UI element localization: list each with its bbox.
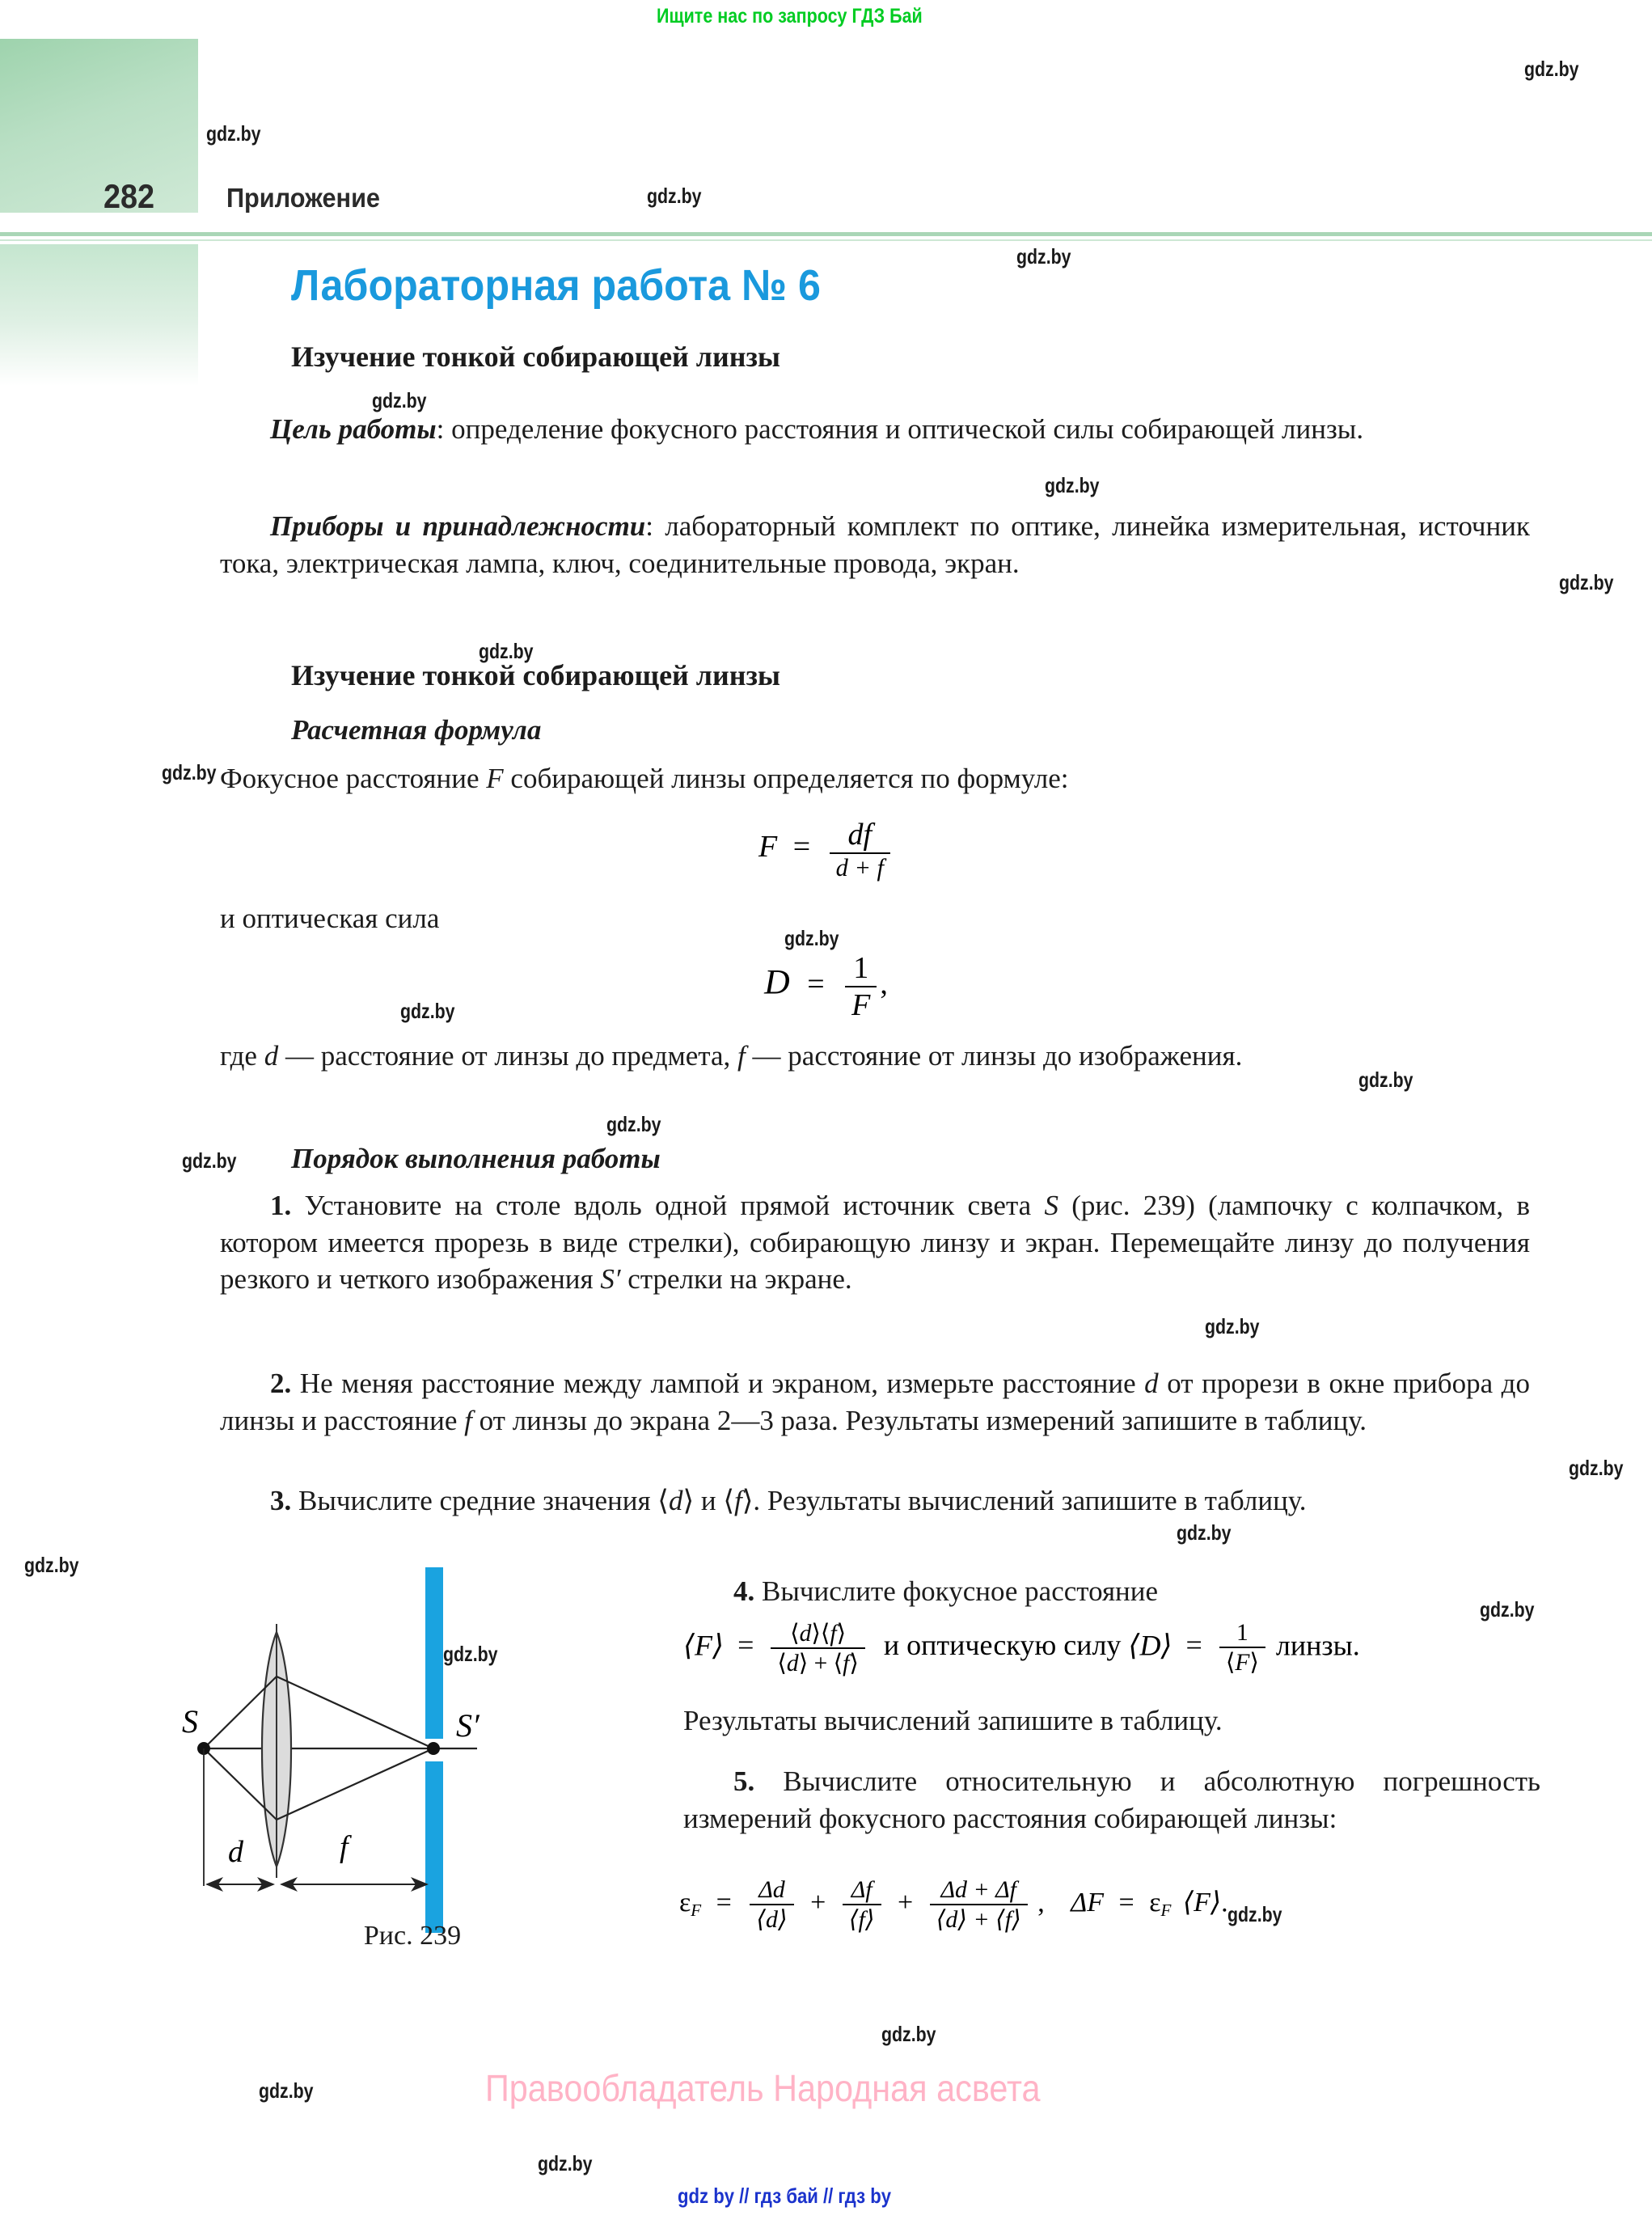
figure-label-S-prime: S′ <box>456 1707 480 1744</box>
formula-focal-length <box>0 817 1652 882</box>
goal-label: Цель работы <box>270 413 437 445</box>
lab-subtitle: Изучение тонкой собирающей линзы <box>291 340 781 373</box>
mean-F-lhs: ⟨F⟩ <box>683 1629 725 1662</box>
delta-F-eq: = <box>1118 1888 1134 1918</box>
symbol-F: F <box>486 763 504 794</box>
formula-F-eq: = <box>792 830 811 865</box>
goal-text: : определение фокусного расстояния и оптической силы собирающей линзы. <box>436 413 1364 445</box>
watermark-site-10: gdz.by <box>400 999 455 1023</box>
step-3-symbol-d: d <box>668 1485 683 1516</box>
step-4-after-text: Результаты вычислений запишите в таблицу. <box>683 1705 1223 1736</box>
green-side-tab <box>0 244 198 386</box>
formula-mean-focal-length <box>683 1619 1573 1677</box>
where-p3: — расстояние от линзы до изображения. <box>745 1040 1243 1072</box>
watermark-top-banner: Ищите нас по запросу ГДЗ Бай <box>657 5 923 27</box>
delta-F-epsilon-symbol: ε <box>1149 1888 1161 1918</box>
error-plus-2: + <box>898 1888 914 1918</box>
step-2-symbol-d: d <box>1144 1368 1159 1399</box>
watermark-site-16: gdz.by <box>1177 1520 1232 1545</box>
formula-optical-power <box>0 950 1652 1023</box>
equipment-paragraph <box>220 508 1530 581</box>
procedure-heading <box>291 1140 1181 1178</box>
formula-D-eq: = <box>807 966 825 1001</box>
formula-D-lhs: D <box>764 962 790 1002</box>
step-1-number: 1. <box>270 1190 292 1221</box>
watermark-site-2: gdz.by <box>647 184 702 208</box>
step-4-tail-text: линзы. <box>1275 1629 1360 1662</box>
formula-D-numerator: 1 <box>853 951 869 985</box>
error-t3-num: Δd + Δf <box>940 1876 1016 1903</box>
procedure-step-5 <box>683 1763 1540 1837</box>
step-4-number: 4. <box>733 1575 755 1607</box>
step-2-text-a: Не меняя расстояние между лампой и экраном, измерьте расстояние <box>291 1368 1145 1399</box>
watermark-site-0: gdz.by <box>1524 57 1579 81</box>
running-head: Приложение <box>226 183 381 213</box>
formula-F-fraction <box>830 817 890 882</box>
mean-F-fraction <box>771 1619 864 1677</box>
equipment-label: Приборы и принадлежности <box>270 510 646 542</box>
error-comma: , <box>1037 1888 1045 1918</box>
watermark-site-8: gdz.by <box>162 760 217 784</box>
screen-upper <box>425 1567 443 1739</box>
watermark-site-5: gdz.by <box>1045 473 1100 497</box>
where-paragraph <box>220 1038 1530 1075</box>
watermark-site-20: gdz.by <box>1227 1902 1282 1926</box>
watermark-site-17: gdz.by <box>24 1553 79 1577</box>
error-plus-1: + <box>810 1888 826 1918</box>
procedure-step-4-lead <box>683 1573 1540 1610</box>
procedure-heading-text: Порядок выполнения работы <box>291 1143 661 1174</box>
error-t3-den: ⟨d⟩ + ⟨f⟩ <box>930 1904 1028 1934</box>
epsilon-F <box>679 1888 702 1921</box>
epsilon-symbol: ε <box>679 1888 691 1918</box>
error-eq: = <box>716 1888 732 1918</box>
ray-lower-out <box>277 1748 433 1820</box>
watermark-footer-links: gdz by // гдз бай // гдз by <box>678 2184 891 2208</box>
mean-D-denominator: ⟨F⟩ <box>1219 1647 1265 1676</box>
error-t2-num: Δf <box>851 1876 872 1903</box>
where-p1: где <box>220 1040 264 1072</box>
watermark-site-22: gdz.by <box>259 2078 314 2103</box>
procedure-step-2 <box>220 1365 1530 1439</box>
error-t1-den: ⟨d⟩ <box>750 1904 793 1934</box>
formula-heading-text: Расчетная формула <box>291 714 542 746</box>
mean-D-fraction <box>1219 1620 1265 1676</box>
error-t1-num: Δd <box>758 1876 785 1903</box>
step-2-text-b: от прорези в окне прибора до линзы и расстояние <box>220 1368 1530 1436</box>
formula-F-lhs: F <box>758 830 778 865</box>
between-formulas-text: и оптическая сила <box>220 903 440 934</box>
error-term-1 <box>750 1876 793 1934</box>
lens-diagram-svg <box>186 1561 655 1941</box>
step-3-text-a: Вычислите средние значения ⟨ <box>291 1485 669 1516</box>
step-3-symbol-f: f <box>734 1485 742 1516</box>
step-2-number: 2. <box>270 1368 292 1399</box>
watermark-site-1: gdz.by <box>206 121 261 146</box>
watermark-site-12: gdz.by <box>606 1112 661 1136</box>
green-header-tab <box>0 39 198 213</box>
step-3-number: 3. <box>270 1485 292 1516</box>
header-rule <box>0 232 1652 236</box>
step-5-number: 5. <box>733 1765 755 1797</box>
watermark-site-7: gdz.by <box>479 639 534 663</box>
watermark-site-3: gdz.by <box>1016 244 1071 268</box>
delta-F-epsilon-subscript: F <box>1160 1901 1172 1921</box>
step-4-mid-text: и оптическую силу <box>883 1629 1129 1662</box>
figure-label-d: d <box>228 1835 243 1869</box>
delta-F-lhs: ΔF <box>1071 1888 1104 1918</box>
formula-relative-error <box>679 1876 1617 1934</box>
step-1-text-c: стрелки на экране. <box>620 1263 852 1295</box>
step-3-text-c: ⟩. Результаты вычислений запишите в таблицу. <box>741 1485 1307 1516</box>
formula-D-fraction <box>845 950 877 1023</box>
watermark-site-14: gdz.by <box>1205 1314 1260 1338</box>
mean-F-denominator: ⟨d⟩ + ⟨f⟩ <box>771 1647 864 1677</box>
watermark-site-15: gdz.by <box>1569 1456 1624 1480</box>
formula-section-heading <box>291 712 1181 749</box>
equipment-text: : лабораторный комплект по оптике, линейка измерительная, источник тока, электрическая лампа, ключ, соединительные провода, экран. <box>220 510 1530 579</box>
step-4-lead-text: Вычислите фокусное расстояние <box>754 1575 1159 1607</box>
delta-F-epsilon <box>1149 1888 1172 1921</box>
symbol-d: d <box>264 1040 279 1072</box>
watermark-site-11: gdz.by <box>1358 1068 1413 1092</box>
watermark-site-13: gdz.by <box>182 1148 237 1173</box>
watermark-site-21: gdz.by <box>881 2022 936 2046</box>
watermark-site-18: gdz.by <box>443 1642 498 1666</box>
symbol-f: f <box>737 1040 746 1072</box>
step-1-symbol-S-prime: S′ <box>600 1263 621 1295</box>
point-image-S-prime <box>427 1742 440 1755</box>
error-t2-den: ⟨f⟩ <box>843 1904 881 1934</box>
formula-F-numerator: df <box>847 818 872 852</box>
formula-F-denominator: d + f <box>830 852 890 882</box>
figure-label-S: S <box>182 1703 198 1740</box>
step-2-symbol-f: f <box>464 1404 472 1436</box>
watermark-site-19: gdz.by <box>1480 1597 1535 1621</box>
error-term-2 <box>843 1876 881 1934</box>
watermark-site-9: gdz.by <box>784 926 839 950</box>
step-1-symbol-S: S <box>1044 1190 1058 1221</box>
step-5-text: Вычислите относительную и абсолютную погрешность измерений фокусного расстояния собирающей линзы: <box>683 1765 1540 1834</box>
mean-F-eq: = <box>737 1629 754 1662</box>
step-2-text-c: от линзы до экрана 2—3 раза. Результаты измерений запишите в таблицу. <box>471 1404 1367 1436</box>
watermark-copyright: Правообладатель Народная асвета <box>485 2067 1041 2109</box>
formula-D-denominator: F <box>845 986 877 1023</box>
lead-before: Фокусное расстояние <box>220 763 487 794</box>
figure-label-f: f <box>340 1830 349 1864</box>
step-1-text-a: Установите на столе вдоль одной прямой источник света <box>291 1190 1045 1221</box>
page-number: 282 <box>104 177 155 215</box>
step-1-text-b: (рис. 239) (лампочку с колпачком, в котором имеется прорезь в виде стрелки), собирающую линзу и экран. Перемещайте линзу до получения резкого и четкого изображения <box>220 1190 1530 1295</box>
goal-paragraph <box>220 411 1530 448</box>
procedure-step-1 <box>220 1187 1530 1298</box>
section-repeat-heading: Изучение тонкой собирающей линзы <box>291 659 781 691</box>
screen-lower <box>425 1761 443 1933</box>
lead-after: собирающей линзы определяется по формуле: <box>503 763 1069 794</box>
figure-caption: Рис. 239 <box>363 1921 462 1951</box>
watermark-site-6: gdz.by <box>1559 570 1614 594</box>
mean-D-eq: = <box>1185 1629 1202 1662</box>
header-rule-light <box>0 239 1652 241</box>
ray-upper-out <box>277 1676 433 1748</box>
figure-lens-diagram <box>182 1561 655 1981</box>
page-title: Лабораторная работа № 6 <box>291 261 821 310</box>
mean-F-numerator: ⟨d⟩⟨f⟩ <box>790 1621 847 1647</box>
formula-D-comma: , <box>880 966 888 1001</box>
where-p2: — расстояние от линзы до предмета, <box>278 1040 738 1072</box>
formula-lead-paragraph <box>220 760 1530 797</box>
watermark-site-4: gdz.by <box>372 388 427 412</box>
procedure-step-3 <box>220 1482 1530 1520</box>
mean-D-numerator: 1 <box>1236 1620 1249 1646</box>
epsilon-subscript: F <box>691 1901 702 1921</box>
error-term-3 <box>930 1876 1028 1934</box>
mean-D-lhs: ⟨D⟩ <box>1128 1629 1172 1662</box>
step-3-text-b: ⟩ и ⟨ <box>682 1485 735 1516</box>
watermark-site-23: gdz.by <box>538 2151 593 2175</box>
error-period: . <box>1221 1888 1228 1918</box>
delta-F-mean: ⟨F⟩ <box>1182 1888 1222 1918</box>
